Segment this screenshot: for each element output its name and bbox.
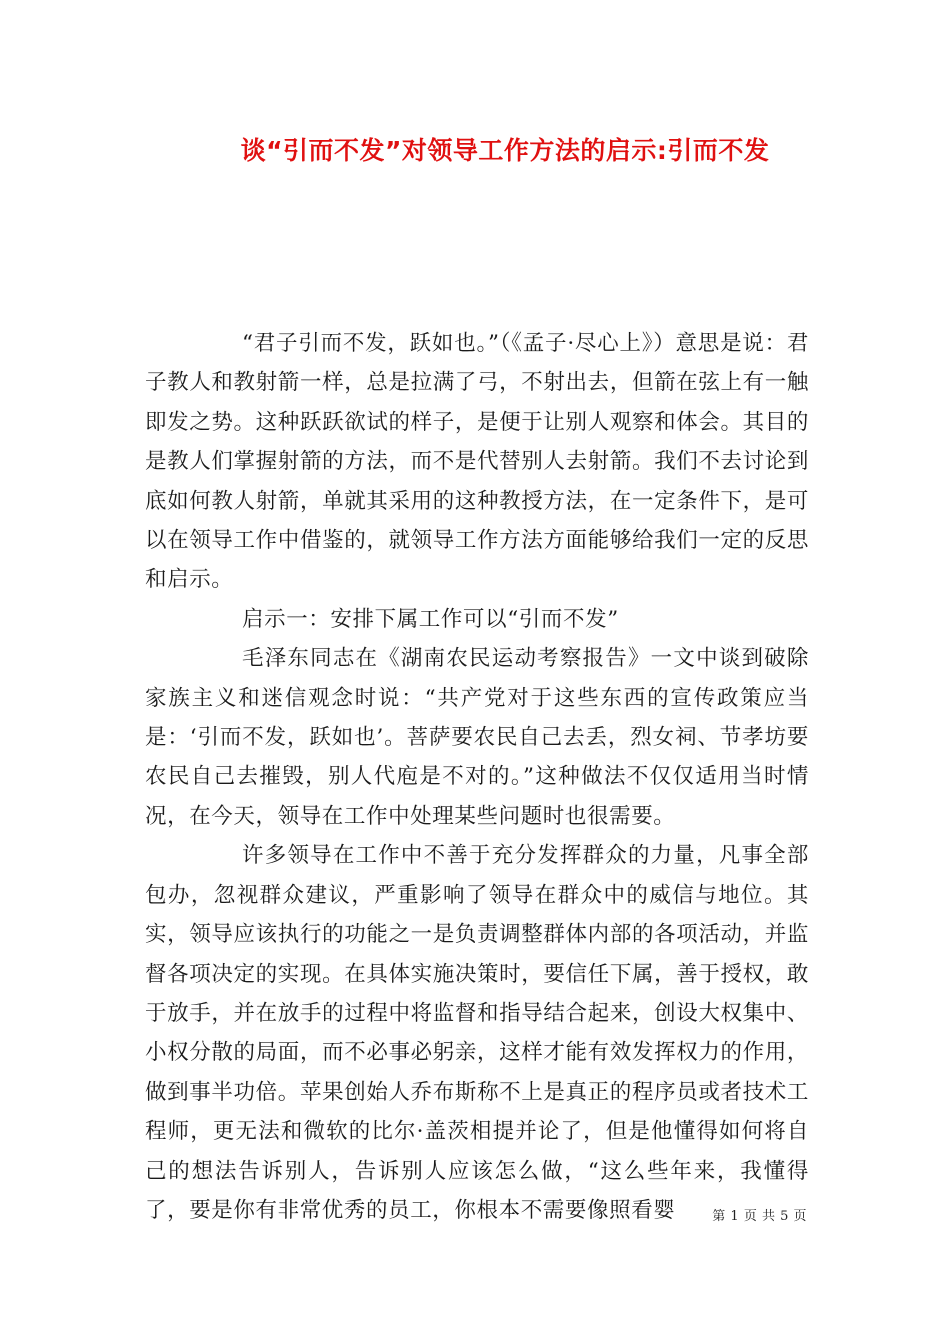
document-title: 谈“引而不发”对领导工作方法的启示:引而不发 [240,136,770,165]
paragraph: 许多领导在工作中不善于充分发挥群众的力量，凡事全部包办，忽视群众建议，严重影响了领导在群众中的威信与地位。其实，领导应该执行的功能之一是负责调整群体内部的各项活动，并监督各项决定的实现。在具体实施决策时，要信任下属，善于授权，敢于放手，并在放手的过程中将监督和指导结合起来，创设大权集中、小权分散的局面，而不必事必躬亲，这样才能有效发挥权力的作用，做到事半功倍。苹果创始人乔布斯称不上是真正的程序员或者技术工程师，更无法和微软的比尔·盖茨相提并论了，但是他懂得如何将自己的想法告诉别人，告诉别人应该怎么做，“这么些年来，我懂得了，要是你有非常优秀的员工，你根本不需要像照看婴 [145,843,809,1223]
paragraph: “君子引而不发，跃如也。”（《孟子·尽心上》）意思是说：君子教人和教射箭一样，总是拉满了弓，不射出去，但箭在弦上有一触即发之势。这种跃跃欲试的样子，是便于让别人观察和体会。其目的是教人们掌握射箭的方法，而不是代替别人去射箭。我们不去讨论到底如何教人射箭，单就其采用的这种教授方法，在一定条件下，是可以在领导工作中借鉴的，就领导工作方法方面能够给我们一定的反思和启示。 [145,331,809,593]
page-number: 第 1 页 共 5 页 [712,1209,807,1224]
section-heading: 启示一：安排下属工作可以“引而不发” [242,606,619,632]
document-body [145,324,809,1230]
paragraph: 毛泽东同志在《湖南农民运动考察报告》一文中谈到破除家族主义和迷信观念时说：“共产党对于这些东西的宣传政策应当是：‘引而不发，跃如也’。菩萨要农民自己去丢，烈女祠、节孝坊要农民自己去摧毁，别人代庖是不对的。”这种做法不仅仅适用当时情况，在今天，领导在工作中处理某些问题时也很需要。 [145,646,809,829]
